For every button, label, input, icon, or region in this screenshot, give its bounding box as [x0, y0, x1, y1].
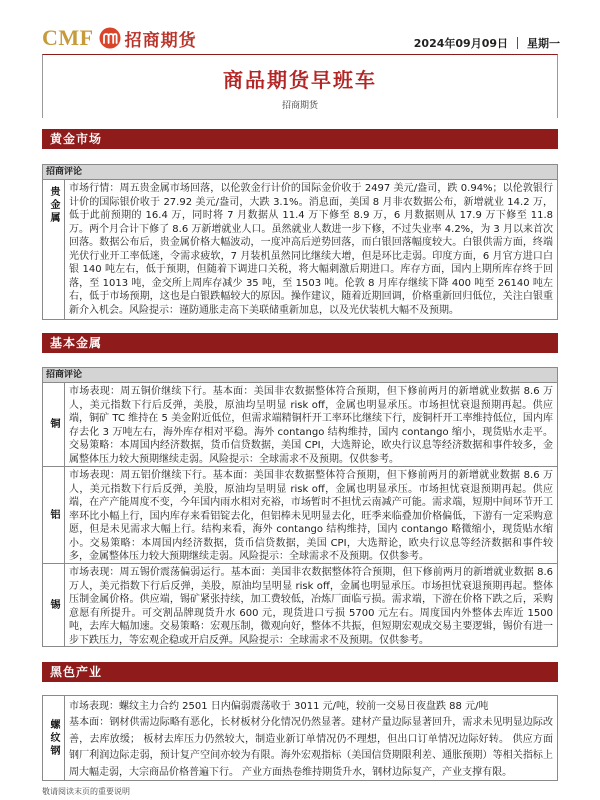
- page-footer-note: 敬请阅读末页的重要说明: [42, 787, 130, 796]
- row-label: 铜: [48, 418, 59, 431]
- row-commentary: [65, 180, 557, 319]
- title-box: [42, 54, 558, 118]
- row-label: 锡: [48, 598, 59, 612]
- section-banner-gold: 黄金市场: [42, 129, 558, 149]
- market-performance-text: 市场表现：螺纹主力合约 2501 日内偏弱震荡收于 3011 元/吨，较前一交易日夜盘跌 88 元/吨: [69, 701, 489, 712]
- row-label-cell: [43, 696, 65, 780]
- page-header: [40, 24, 560, 52]
- gold-table: [42, 164, 558, 320]
- row-label-cell: [43, 467, 65, 563]
- table-row-rebar: [43, 696, 557, 780]
- commentary-text: 市场表现：周五铝价继续下行。基本面：美国非农数据整体符合预期，但下修前两月的新增就业数据 8.6 万人，美元指数下行后反弹，美股，原油均呈明显 risk off，金属也明显承压。市场担忧衰退预期再起。供应端，在产产能周度不变，今年国内雨水相对充裕，市场暂时不担忧云南减产可能。需求端，短期中间环节开工率环比小幅上行，国内库存来看铝锭去化，但铝棒未见明显去化，旺季来临叠加价格偏低，下游有一定采购意愿，但是未见需求大幅上行。结构来看，海外 contango 结构维持，国内 contango 略微缩小，现货贴水缩小。交易策略：本周国内经济数据，货币信贷数据，美国 CPI，大选辩论，欧央行议息等经济数据和事件较多，金属整体压力较大预期继续走弱。风险提示：全球需求不及预期。仅供参考。: [69, 470, 553, 562]
- row-label: 螺纹钢: [48, 718, 59, 758]
- page-subtitle: 招商期货: [281, 101, 318, 111]
- row-label-cell: [43, 564, 65, 646]
- date-divider: [517, 37, 518, 49]
- table-row-copper: [43, 382, 557, 466]
- row-commentary: [65, 696, 557, 780]
- brand-cn-wordmark: 招商期货: [124, 30, 197, 51]
- row-commentary: [65, 564, 557, 646]
- table-row-precious-metals: [43, 179, 557, 319]
- row-label-cell: [43, 180, 65, 319]
- row-label-cell: [43, 383, 65, 466]
- ferrous-table: [42, 695, 558, 781]
- row-commentary: [65, 383, 557, 466]
- commentary-text: 市场表现：周五铜价继续下行。基本面：美国非农数据整体符合预期，但下修前两月的新增就业数据 8.6 万人，美元指数下行后反弹，美股，原油均呈明显 risk off，金属也明显承压。市场担忧衰退预期再起。供应端，铜矿 TC 维持在 5 美金附近低位，但需求端精铜杆开工率环比继续下行，废铜杆开工率维持低位，国内库存去化 3 万吨左右，海外库存相对平稳。海外 contango 结构维持，国内 contango 缩小，现货贴水走平。交易策略：本周国内经济数据，货币信贷数据，美国 CPI，大选辩论，欧央行议息等经济数据和事件较多，金属整体压力较大预期继续走弱。风险提示：全球需求不及预期。仅供参考。: [69, 386, 553, 465]
- section-banner-base-metals: 基本金属: [42, 333, 558, 353]
- table-row-aluminum: [43, 466, 557, 563]
- page-title: 商品期货早班车: [223, 68, 377, 92]
- report-date: 2024年09月09日: [413, 37, 508, 50]
- date-box: [414, 35, 560, 51]
- brand-emblem-icon: [99, 27, 121, 49]
- commentary-text: 市场表现：周五锡价震荡偏弱运行。基本面：美国非农数据整体符合预期，但下修前两月的新增就业数据 8.6 万人，美元指数下行后反弹，美股，原油均呈明显 risk off，金属也明显承压。市场担忧衰退预期再起。整体压制金属价格。供应端，锡矿紧张持续，加工费较低，冶炼厂面临亏损。需求端，下游在价格下跌之后，采购意愿有所提升。可交割品牌现货升水 600 元，现货进口亏损 5700 元左右。周度国内外整体去库近 1500 吨，去库大幅加速。交易策略：宏观压制，微观向好，整体不共振，但短期宏观成交易主要逻辑，锡价有进一步下跌压力，等宏观企稳或开启反弹。风险提示：全球需求不及预期。仅供参考。: [69, 567, 553, 646]
- base-metals-table: [42, 367, 558, 647]
- table-header: 招商评论: [43, 368, 557, 382]
- brand-latin-wordmark: CMF: [42, 25, 94, 50]
- table-header: 招商评论: [43, 165, 557, 179]
- brand-logo: [42, 26, 197, 50]
- row-label: 铝: [48, 508, 59, 522]
- commentary-text: 市场行情：周五贵金属市场回落，以伦敦金行计价的国际金价收于 2497 美元/盎司，跌 0.94%；以伦敦银行计价的国际银价收于 27.92 美元/盎司，大跌 3.1%。消息面，美国 8 月非农数据公布，新增就业 14.2 万，低于此前预期的 16.4 万，同时将 7 月数据从 11.4 万下修至 8.9 万，6 月数据则从 17.9 万下修至 11.8 万。两个月合计下修了 8.6 万新增就业人口。虽然就业人数进一步下修，不过失业率 4.2%，为 3 月以来首次回落。数据公布后，贵金属价格大幅波动，一度冲高后逆势回落，而白银回落幅度较大。白银供需方面，终端光伏行业开工率低迷，令需求疲软，7 月装机虽然同比继续大增，但是环比走弱。印度方面，6 月官方进口白银 140 吨左右，低于预期，但随着下调进口关税，将大幅刺激后期进口。库存方面，国内上期所库存终于回落，至 1013 吨，金交所上周库存减少 35 吨，至 1503 吨。伦敦 8 月库存继续下降 400 吨至 26140 吨左右，低于市场预期，这也是白银跌幅较大的原因。操作建议，随着近期回调，价格重新回归低位，关注白银重新介入机会。风险提示：谨防通胀走高下美联储重新加息，以及光伏装机大幅不及预期。: [69, 183, 553, 316]
- table-row-tin: [43, 563, 557, 646]
- row-label: 贵金属: [48, 186, 59, 225]
- report-weekday: 星期一: [527, 37, 560, 50]
- row-commentary: [65, 467, 557, 563]
- fundamentals-text: 基本面：钢材供需边际略有恶化，长材板材分化情况仍然显著。建材产量边际显著回升，需求未见明显边际改善，去库放缓； 板材去库压力仍然较大，制造业新订单情况仍不理想，但出口订单情况边际好转。 供应方面钢厂利润边际走弱，预计复产空间亦较为有限。海外宏观指标（美国信贷期限利差、通胀预期）等相关指标上周大幅走弱，大宗商品价格普遍下行。 产业方面热卷维持期货升水，钢材边际复产，产业支撑有限。: [69, 717, 553, 778]
- section-banner-ferrous: 黑色产业: [42, 662, 558, 682]
